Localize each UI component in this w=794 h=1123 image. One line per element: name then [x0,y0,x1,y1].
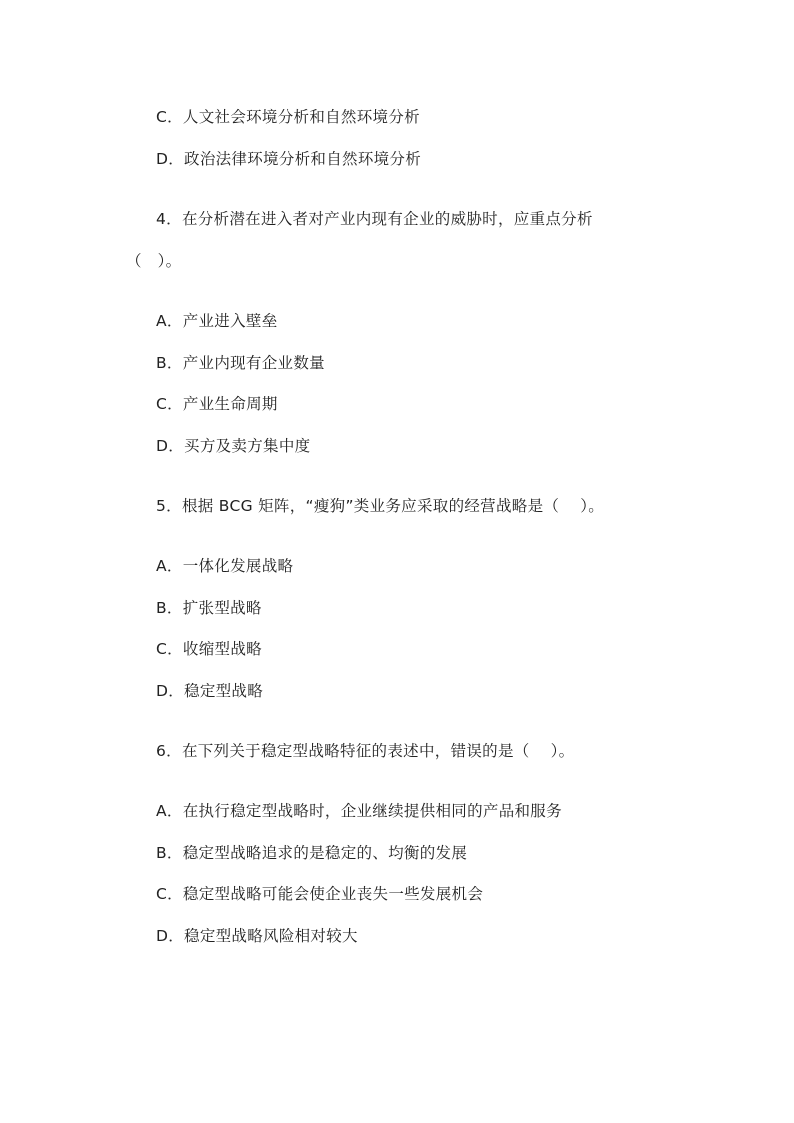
q3-option-d: D．政治法律环境分析和自然环境分析 [156,150,422,168]
q4-option-a: A．产业进入壁垒 [156,312,278,330]
question-6-text: 6．在下列关于稳定型战略特征的表述中，错误的是（ ）。 [156,742,575,760]
question-4-text: 4．在分析潜在进入者对产业内现有企业的威胁时，应重点分析 [156,210,593,228]
q5-option-a: A．一体化发展战略 [156,557,294,575]
question-5-text: 5．根据 BCG 矩阵，“瘦狗”类业务应采取的经营战略是（ ）。 [156,497,605,515]
q6-option-c: C．稳定型战略可能会使企业丧失一些发展机会 [156,885,484,903]
q6-option-d: D．稳定型战略风险相对较大 [156,927,358,945]
q4-option-d: D．买方及卖方集中度 [156,437,311,455]
q3-option-c: C．人文社会环境分析和自然环境分析 [156,108,420,126]
q4-option-b: B．产业内现有企业数量 [156,354,325,372]
q6-option-a: A．在执行稳定型战略时，企业继续提供相同的产品和服务 [156,802,562,820]
q5-option-b: B．扩张型战略 [156,599,262,617]
q6-option-b: B．稳定型战略追求的是稳定的、均衡的发展 [156,844,468,862]
q5-option-c: C．收缩型战略 [156,640,262,658]
question-4-continuation: （ ）。 [126,252,182,270]
q4-option-c: C．产业生命周期 [156,395,278,413]
q5-option-d: D．稳定型战略 [156,682,264,700]
